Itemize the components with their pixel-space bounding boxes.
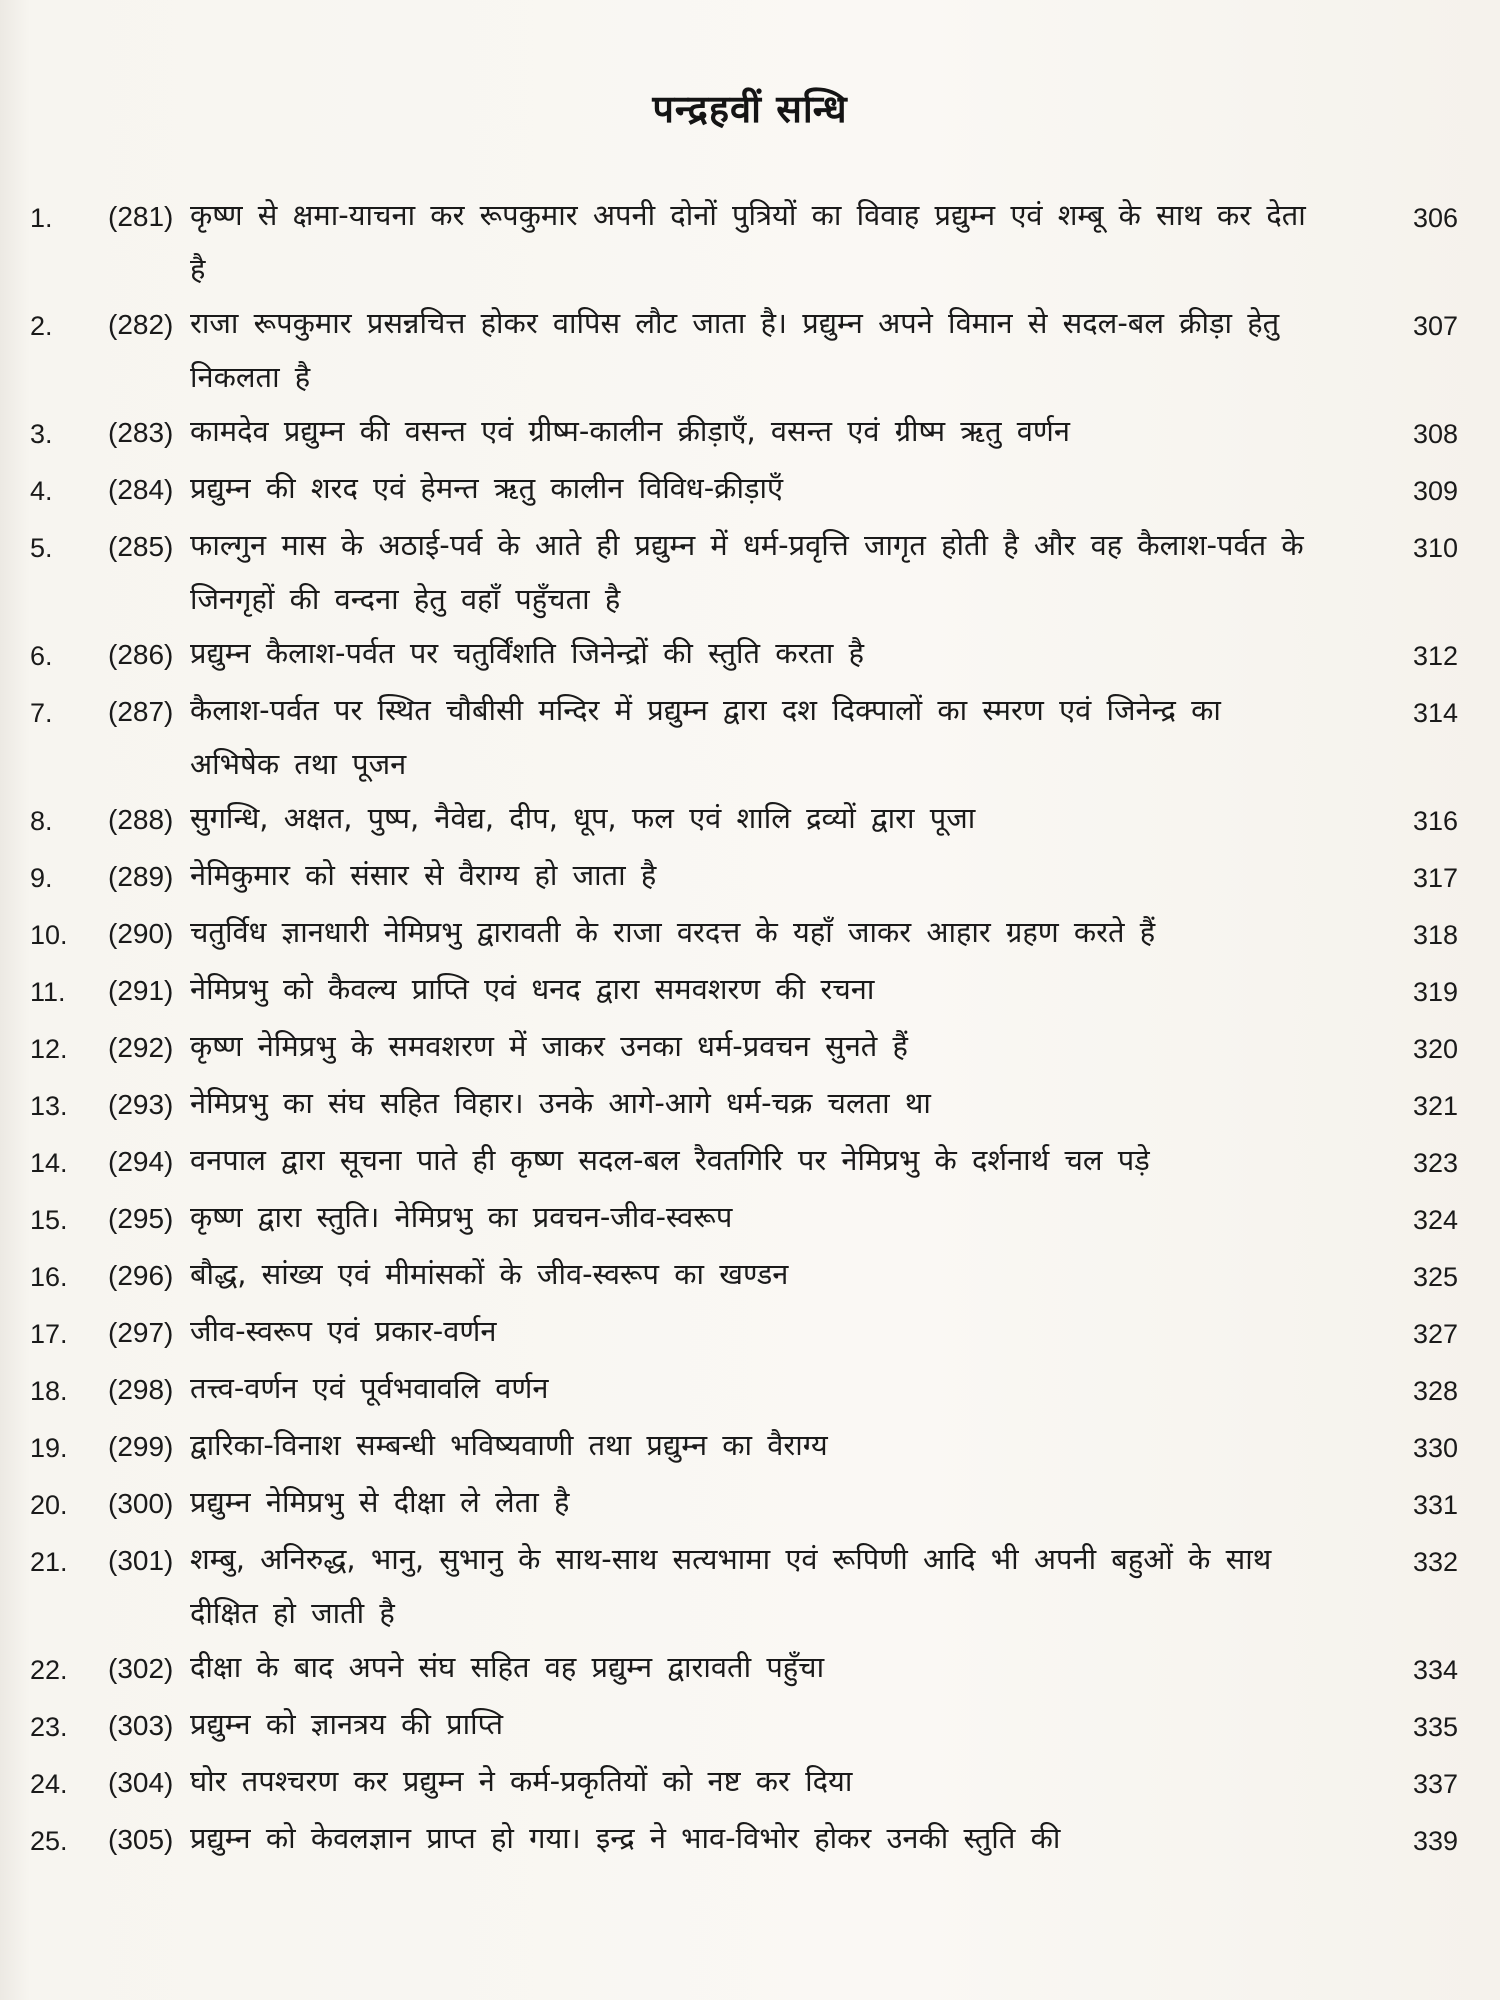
toc-entry — [30, 188, 1470, 296]
entry-number: 20. — [30, 1490, 68, 1520]
entry-chapter-number: (282) — [108, 309, 174, 340]
entry-title: घोर तपश्चरण कर प्रद्युम्न ने कर्म-प्रकृतियों को नष्ट कर दिया — [190, 1764, 853, 1798]
entry-page-number: 316 — [1412, 806, 1458, 836]
entry-number: 5. — [30, 533, 53, 563]
entry-number: 2. — [30, 311, 53, 341]
toc-entry — [30, 683, 1470, 791]
toc-entry — [30, 1697, 1470, 1754]
toc-entry — [30, 848, 1470, 905]
entry-page-number: 306 — [1412, 203, 1458, 233]
entry-number: 12. — [30, 1034, 68, 1064]
toc-entry — [30, 905, 1470, 962]
entry-page-number: 325 — [1412, 1262, 1458, 1292]
entry-number: 13. — [30, 1091, 68, 1121]
entry-chapter-number: (285) — [108, 531, 174, 562]
entry-chapter-number: (296) — [108, 1260, 174, 1291]
entry-number: 15. — [30, 1205, 68, 1235]
entry-title: राजा रूपकुमार प्रसन्नचित्त होकर वापिस लौट जाता है। प्रद्युम्न अपने विमान से सदल-बल क्रीड़ा हेतु निकलता है — [190, 306, 1280, 394]
entry-title: कृष्ण द्वारा स्तुति। नेमिप्रभु का प्रवचन-जीव-स्वरूप — [190, 1200, 733, 1234]
toc-entry — [30, 1475, 1470, 1532]
entry-page-number: 319 — [1412, 977, 1458, 1007]
table-of-contents — [30, 188, 1470, 1868]
entry-page-number: 317 — [1412, 863, 1458, 893]
entry-title: प्रद्युम्न नेमिप्रभु से दीक्षा ले लेता है — [190, 1485, 570, 1519]
entry-chapter-number: (303) — [108, 1710, 174, 1741]
entry-chapter-number: (302) — [108, 1653, 174, 1684]
entry-page-number: 339 — [1412, 1826, 1458, 1856]
entry-chapter-number: (289) — [108, 861, 174, 892]
entry-page-number: 314 — [1412, 698, 1458, 728]
toc-entry — [30, 1811, 1470, 1868]
entry-number: 11. — [30, 977, 66, 1007]
entry-title: दीक्षा के बाद अपने संघ सहित वह प्रद्युम्न द्वारावती पहुँचा — [190, 1650, 825, 1684]
entry-title: कैलाश-पर्वत पर स्थित चौबीसी मन्दिर में प्रद्युम्न द्वारा दश दिक्पालों का स्मरण एवं जिनेन्द्र का अभिषेक तथा पूजन — [190, 693, 1221, 781]
page-title: पन्द्रहवीं सन्धि — [652, 87, 848, 131]
entry-title: प्रद्युम्न को केवलज्ञान प्राप्त हो गया। इन्द्र ने भाव-विभोर होकर उनकी स्तुति की — [190, 1821, 1061, 1855]
entry-page-number: 310 — [1412, 533, 1458, 563]
entry-chapter-number: (304) — [108, 1767, 174, 1798]
entry-number: 17. — [30, 1319, 68, 1349]
entry-title: तत्त्व-वर्णन एवं पूर्वभवावलि वर्णन — [190, 1371, 549, 1405]
toc-entry — [30, 1361, 1470, 1418]
toc-entry — [30, 962, 1470, 1019]
entry-page-number: 337 — [1412, 1769, 1458, 1799]
entry-page-number: 323 — [1412, 1148, 1458, 1178]
entry-chapter-number: (300) — [108, 1488, 174, 1519]
entry-number: 9. — [30, 863, 53, 893]
toc-entry — [30, 1133, 1470, 1190]
entry-chapter-number: (284) — [108, 474, 174, 505]
entry-chapter-number: (299) — [108, 1431, 174, 1462]
entry-number: 10. — [30, 920, 68, 950]
entry-page-number: 320 — [1412, 1034, 1458, 1064]
entry-title: नेमिप्रभु का संघ सहित विहार। उनके आगे-आगे धर्म-चक्र चलता था — [190, 1086, 931, 1120]
entry-page-number: 318 — [1412, 920, 1458, 950]
entry-number: 25. — [30, 1826, 68, 1856]
entry-number: 3. — [30, 419, 53, 449]
entry-page-number: 335 — [1412, 1712, 1458, 1742]
entry-title: नेमिप्रभु को कैवल्य प्राप्ति एवं धनद द्वारा समवशरण की रचना — [190, 972, 875, 1006]
toc-entry — [30, 1247, 1470, 1304]
entry-number: 14. — [30, 1148, 68, 1178]
entry-chapter-number: (295) — [108, 1203, 174, 1234]
entry-page-number: 332 — [1412, 1547, 1458, 1577]
entry-number: 7. — [30, 698, 53, 728]
entry-title: फाल्गुन मास के अठाई-पर्व के आते ही प्रद्युम्न में धर्म-प्रवृत्ति जागृत होती है और वह कैलाश-पर्वत के जिनगृहों की वन्दना हेतु वहाँ पहुँचता है — [190, 528, 1304, 616]
entry-title: शम्बु, अनिरुद्ध, भानु, सुभानु के साथ-साथ सत्यभामा एवं रूपिणी आदि भी अपनी बहुओं के साथ दीक्षित हो जाती है — [190, 1542, 1272, 1630]
toc-entry — [30, 626, 1470, 683]
entry-number: 23. — [30, 1712, 68, 1742]
entry-number: 18. — [30, 1376, 68, 1406]
entry-chapter-number: (305) — [108, 1824, 174, 1855]
entry-title: सुगन्धि, अक्षत, पुष्प, नैवेद्य, दीप, धूप, फल एवं शालि द्रव्यों द्वारा पूजा — [190, 801, 976, 835]
entry-chapter-number: (283) — [108, 417, 174, 448]
entry-chapter-number: (292) — [108, 1032, 174, 1063]
entry-page-number: 321 — [1412, 1091, 1458, 1121]
entry-page-number: 324 — [1412, 1205, 1458, 1235]
toc-entry — [30, 461, 1470, 518]
entry-number: 4. — [30, 476, 53, 506]
entry-title: बौद्ध, सांख्य एवं मीमांसकों के जीव-स्वरूप का खण्डन — [190, 1257, 789, 1291]
entry-title: प्रद्युम्न की शरद एवं हेमन्त ऋतु कालीन विविध-क्रीड़ाएँ — [190, 471, 784, 505]
toc-entry — [30, 1190, 1470, 1247]
entry-page-number: 308 — [1412, 419, 1458, 449]
entry-chapter-number: (294) — [108, 1146, 174, 1177]
entry-number: 24. — [30, 1769, 68, 1799]
entry-page-number: 328 — [1412, 1376, 1458, 1406]
entry-chapter-number: (291) — [108, 975, 174, 1006]
toc-entry — [30, 1304, 1470, 1361]
entry-chapter-number: (281) — [108, 201, 174, 232]
entry-chapter-number: (297) — [108, 1317, 174, 1348]
entry-page-number: 327 — [1412, 1319, 1458, 1349]
toc-entry — [30, 518, 1470, 626]
toc-entry — [30, 1640, 1470, 1697]
entry-title: प्रद्युम्न को ज्ञानत्रय की प्राप्ति — [190, 1707, 504, 1741]
entry-number: 19. — [30, 1433, 68, 1463]
entry-number: 22. — [30, 1655, 68, 1685]
entry-title: द्वारिका-विनाश सम्बन्धी भविष्यवाणी तथा प्रद्युम्न का वैराग्य — [190, 1428, 828, 1462]
toc-entry — [30, 1754, 1470, 1811]
entry-title: कृष्ण से क्षमा-याचना कर रूपकुमार अपनी दोनों पुत्रियों का विवाह प्रद्युम्न एवं शम्बू के साथ कर देता है — [190, 198, 1306, 286]
entry-page-number: 334 — [1412, 1655, 1458, 1685]
entry-title: चतुर्विध ज्ञानधारी नेमिप्रभु द्वारावती के राजा वरदत्त के यहाँ जाकर आहार ग्रहण करते हैं — [190, 915, 1156, 949]
toc-entry — [30, 296, 1470, 404]
entry-chapter-number: (298) — [108, 1374, 174, 1405]
entry-number: 8. — [30, 806, 53, 836]
entry-chapter-number: (301) — [108, 1545, 174, 1576]
entry-number: 16. — [30, 1262, 68, 1292]
entry-chapter-number: (286) — [108, 639, 174, 670]
entry-title: नेमिकुमार को संसार से वैराग्य हो जाता है — [190, 858, 657, 892]
entry-page-number: 330 — [1412, 1433, 1458, 1463]
entry-page-number: 331 — [1412, 1490, 1458, 1520]
entry-chapter-number: (290) — [108, 918, 174, 949]
entry-title: वनपाल द्वारा सूचना पाते ही कृष्ण सदल-बल रैवतगिरि पर नेमिप्रभु के दर्शनार्थ चल पड़े — [190, 1143, 1150, 1177]
entry-chapter-number: (288) — [108, 804, 174, 835]
entry-page-number: 312 — [1412, 641, 1458, 671]
toc-entry — [30, 1019, 1470, 1076]
toc-entry — [30, 1076, 1470, 1133]
entry-title: कृष्ण नेमिप्रभु के समवशरण में जाकर उनका धर्म-प्रवचन सुनते हैं — [190, 1029, 908, 1063]
toc-entry — [30, 404, 1470, 461]
entry-page-number: 309 — [1412, 476, 1458, 506]
entry-page-number: 307 — [1412, 311, 1458, 341]
toc-entry — [30, 791, 1470, 848]
entry-chapter-number: (293) — [108, 1089, 174, 1120]
toc-entry — [30, 1532, 1470, 1640]
entry-number: 1. — [30, 203, 53, 233]
toc-entry — [30, 1418, 1470, 1475]
entry-title: कामदेव प्रद्युम्न की वसन्त एवं ग्रीष्म-कालीन क्रीड़ाएँ, वसन्त एवं ग्रीष्म ऋतु वर्णन — [190, 414, 1070, 448]
entry-number: 21. — [30, 1547, 68, 1577]
entry-number: 6. — [30, 641, 53, 671]
entry-title: प्रद्युम्न कैलाश-पर्वत पर चतुर्विंशति जिनेन्द्रों की स्तुति करता है — [190, 636, 865, 670]
entry-title: जीव-स्वरूप एवं प्रकार-वर्णन — [190, 1314, 497, 1348]
entry-chapter-number: (287) — [108, 696, 174, 727]
